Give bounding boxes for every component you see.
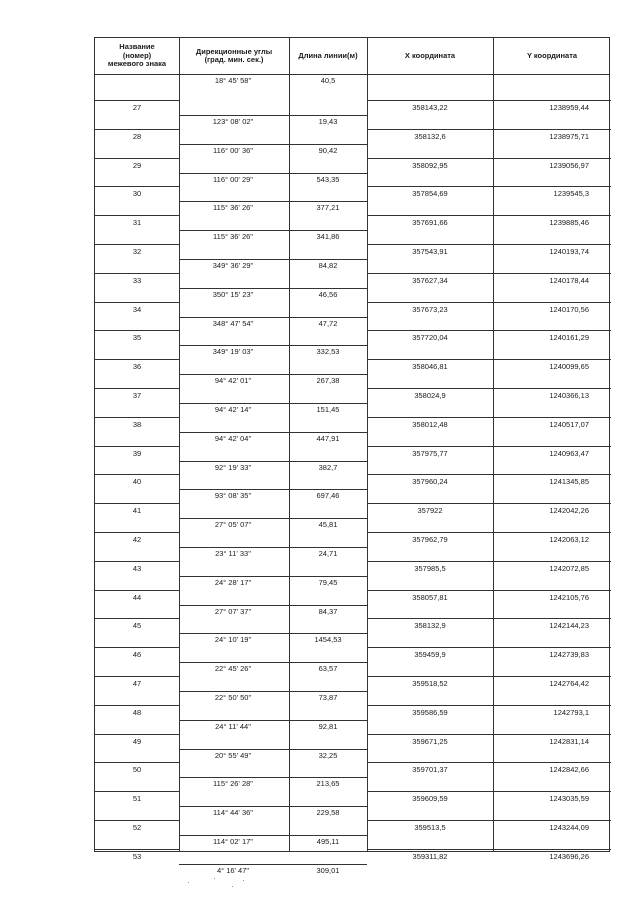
row-rule	[95, 388, 179, 389]
y-coordinate: 1242739,83	[549, 650, 589, 660]
row-rule	[367, 791, 611, 792]
point-number: 33	[132, 275, 142, 285]
x-coordinate: 357673,23	[412, 304, 448, 314]
row-rule	[367, 503, 611, 504]
x-coordinate: 359609,59	[412, 794, 448, 804]
row-rule	[95, 590, 179, 591]
y-coordinate: 1242831,14	[549, 736, 589, 746]
line-length: 90,42	[318, 145, 338, 155]
y-coordinate: 1239885,46	[549, 218, 589, 228]
row-rule	[95, 791, 179, 792]
point-number: 51	[132, 794, 142, 804]
table-row	[95, 722, 609, 760]
row-rule	[367, 705, 611, 706]
point-number: 37	[132, 391, 142, 400]
x-coordinate: 359586,59	[412, 707, 448, 717]
row-rule	[367, 330, 611, 331]
table-row	[95, 376, 609, 414]
line-length: 47,72	[318, 318, 338, 328]
row-rule	[367, 762, 611, 763]
direction-angle: 27° 05' 07"	[214, 520, 252, 530]
table-row	[95, 261, 609, 299]
row-rule	[367, 244, 611, 245]
row-rule	[367, 618, 611, 619]
table-header	[95, 38, 609, 75]
y-coordinate: 1240963,47	[549, 448, 589, 458]
row-rule	[179, 864, 367, 865]
direction-angle: 23° 11' 33"	[215, 549, 251, 558]
row-rule	[95, 474, 179, 475]
row-rule	[95, 129, 179, 130]
direction-angle: 22° 45' 26"	[214, 664, 252, 674]
row-rule	[95, 215, 179, 216]
row-rule	[367, 590, 611, 591]
direction-angle: 92° 19' 33"	[214, 462, 252, 472]
line-length: 32,25	[318, 750, 338, 760]
y-coordinate: 1241345,85	[549, 477, 589, 487]
point-number: 42	[132, 535, 142, 544]
table-row	[95, 318, 609, 357]
direction-angle: 115° 36' 26"	[213, 232, 253, 242]
x-coordinate: 357627,34	[412, 275, 448, 285]
line-length: 309,01	[316, 865, 340, 875]
header-y: Y координата	[526, 50, 578, 60]
x-coordinate: 357985,5	[414, 563, 446, 573]
table-row	[95, 88, 609, 126]
line-length: 92,81	[318, 721, 338, 731]
point-number: 49	[132, 736, 142, 746]
point-number: 45	[132, 621, 142, 631]
row-rule	[95, 158, 179, 159]
table-row	[95, 232, 609, 270]
table-row	[95, 635, 609, 674]
header-point-name-line1: Название	[119, 42, 155, 52]
row-rule	[367, 532, 611, 533]
y-coordinate: 1242063,12	[549, 535, 589, 544]
direction-angle: 24° 28' 17"	[214, 577, 252, 587]
line-length: 267,38	[316, 376, 340, 386]
x-coordinate: 357960,24	[412, 477, 448, 487]
row-rule	[367, 158, 611, 159]
line-length: 213,65	[316, 779, 340, 789]
y-coordinate: 1242072,85	[549, 563, 589, 573]
header-angles-line1: Дирекционные углы	[195, 46, 273, 56]
y-coordinate: 1239545,3	[553, 189, 589, 199]
table-row	[95, 808, 609, 846]
y-coordinate: 1243244,09	[549, 823, 589, 832]
row-rule	[95, 762, 179, 763]
point-number: 29	[132, 160, 142, 170]
x-coordinate: 358132,9	[414, 621, 446, 631]
table-row	[95, 146, 609, 184]
direction-angle: 27° 07' 37"	[214, 606, 252, 616]
direction-angle: 350° 15' 23"	[212, 289, 254, 299]
x-coordinate: 359513,5	[414, 823, 446, 832]
point-number: 39	[132, 448, 142, 458]
direction-angle: 93° 08' 35"	[214, 491, 252, 501]
row-rule	[95, 302, 179, 303]
y-coordinate: 1239056,97	[549, 160, 589, 170]
row-rule	[367, 302, 611, 303]
y-coordinate: 1242764,42	[549, 679, 589, 688]
header-x: X координата	[404, 50, 456, 60]
point-number: 38	[132, 419, 142, 429]
direction-angle: 116° 00' 29"	[213, 174, 253, 184]
x-coordinate: 359671,25	[412, 736, 448, 746]
y-coordinate: 1240193,74	[549, 247, 589, 256]
first-segment-angle: 18° 45' 58"	[214, 76, 252, 85]
x-coordinate: 357854,69	[412, 189, 448, 199]
line-length: 45,81	[318, 520, 338, 530]
x-coordinate: 359459,9	[414, 650, 446, 660]
line-length: 79,45	[318, 577, 338, 587]
row-rule	[367, 129, 611, 130]
point-number: 50	[132, 765, 142, 775]
direction-angle: 22° 50' 50"	[214, 693, 252, 702]
y-coordinate: 1243035,59	[549, 794, 589, 804]
direction-angle: 94° 42' 04"	[214, 433, 252, 443]
row-rule	[95, 244, 179, 245]
x-coordinate: 359701,37	[412, 765, 448, 775]
y-coordinate: 1242793,1	[553, 707, 589, 717]
line-length: 19,43	[318, 117, 338, 126]
line-length: 495,11	[316, 837, 340, 846]
line-length: 377,21	[316, 203, 340, 213]
table-row	[95, 549, 609, 587]
row-rule	[95, 186, 179, 187]
row-rule	[95, 734, 179, 735]
table-row	[95, 779, 609, 818]
x-coordinate: 358057,81	[412, 592, 448, 602]
row-rule	[367, 849, 611, 850]
line-length: 332,53	[316, 347, 340, 357]
x-coordinate: 357922	[417, 506, 443, 516]
point-number: 27	[132, 103, 142, 112]
row-rule	[95, 417, 179, 418]
row-rule	[95, 561, 179, 562]
x-coordinate: 358132,6	[414, 131, 446, 141]
row-rule	[95, 359, 179, 360]
row-rule	[95, 820, 179, 821]
row-rule	[95, 503, 179, 504]
direction-angle: 349° 36' 29"	[212, 261, 254, 270]
y-coordinate: 1242042,26	[549, 506, 589, 516]
header-angles-line2: (град. мин. сек.)	[204, 55, 264, 64]
table-row	[95, 290, 609, 328]
row-rule	[367, 417, 611, 418]
row-rule	[367, 215, 611, 216]
line-length: 447,91	[316, 433, 340, 443]
x-coordinate: 357691,66	[412, 218, 448, 228]
table-row	[95, 434, 609, 472]
x-coordinate: 359311,82	[412, 851, 448, 861]
row-rule	[367, 388, 611, 389]
row-rule	[367, 273, 611, 274]
line-length: 24,71	[318, 549, 338, 558]
x-coordinate: 358092,95	[412, 160, 448, 170]
direction-angle: 94° 42' 01"	[214, 376, 252, 386]
point-number: 28	[132, 131, 142, 141]
header-point-name-line2: (номер)	[122, 50, 152, 60]
point-number: 31	[132, 218, 142, 228]
point-number: 36	[132, 362, 142, 372]
table-row	[95, 606, 609, 645]
row-rule	[95, 849, 179, 850]
direction-angle: 4° 16' 47"	[216, 865, 250, 875]
scan-speck	[188, 882, 189, 883]
y-coordinate: 1240170,56	[549, 304, 589, 314]
point-number: 44	[132, 592, 142, 602]
row-rule	[367, 100, 611, 101]
y-coordinate: 1242144,23	[549, 621, 589, 631]
point-number: 41	[132, 506, 142, 516]
line-length: 151,45	[316, 405, 340, 414]
point-number: 48	[132, 707, 142, 717]
y-coordinate: 1238975,71	[549, 131, 589, 141]
scan-speck	[214, 878, 215, 879]
table-row	[95, 174, 609, 213]
direction-angle: 24° 10' 19"	[214, 635, 252, 645]
coordinates-table	[94, 37, 610, 875]
x-coordinate: 357975,77	[412, 448, 448, 458]
row-rule	[367, 561, 611, 562]
direction-angle: 123° 08' 02"	[212, 117, 254, 126]
row-rule	[95, 100, 179, 101]
scan-speck	[243, 880, 244, 881]
row-rule	[95, 273, 179, 274]
line-length: 382,7	[318, 462, 338, 472]
y-coordinate: 1242842,66	[549, 765, 589, 775]
line-length: 73,87	[318, 693, 338, 702]
table-row	[95, 750, 609, 789]
point-number: 35	[132, 333, 142, 343]
table-row	[95, 693, 609, 731]
row-rule	[367, 474, 611, 475]
line-length: 543,35	[316, 174, 340, 184]
point-number: 34	[132, 304, 142, 314]
row-rule	[95, 705, 179, 706]
row-rule	[95, 532, 179, 533]
y-coordinate: 1238959,44	[549, 103, 589, 112]
table-row	[95, 462, 609, 501]
table-row	[95, 117, 609, 155]
direction-angle: 24° 11' 44"	[215, 721, 251, 731]
x-coordinate: 359518,52	[412, 679, 448, 688]
row-rule	[367, 734, 611, 735]
row-rule	[367, 676, 611, 677]
header-point-name-line3: межевого знака	[107, 59, 167, 69]
table-row	[95, 837, 609, 875]
y-coordinate: 1240099,65	[549, 362, 589, 372]
x-coordinate: 358012,48	[412, 419, 448, 429]
direction-angle: 94° 42' 14"	[214, 405, 252, 414]
x-coordinate: 358046,81	[412, 362, 448, 372]
line-length: 63,57	[318, 664, 338, 674]
y-coordinate: 1243696,26	[549, 851, 589, 861]
y-coordinate: 1240178,44	[549, 275, 589, 285]
header-point-name	[95, 38, 179, 74]
line-length: 84,37	[318, 606, 338, 616]
row-rule	[367, 647, 611, 648]
row-rule	[367, 820, 611, 821]
line-length: 697,46	[316, 491, 340, 501]
row-rule	[95, 647, 179, 648]
direction-angle: 114° 44' 36"	[213, 808, 253, 818]
first-segment-length: 40,5	[320, 76, 336, 85]
direction-angle: 348° 47' 54"	[212, 318, 254, 328]
row-rule	[95, 446, 179, 447]
point-number: 47	[132, 679, 142, 688]
x-coordinate: 358024,9	[414, 391, 446, 400]
line-length: 46,56	[318, 289, 338, 299]
y-coordinate: 1240366,13	[549, 391, 589, 400]
line-length: 229,58	[316, 808, 340, 818]
table-row	[95, 578, 609, 616]
y-coordinate: 1240517,07	[549, 419, 589, 429]
point-number: 43	[132, 563, 142, 573]
row-rule	[367, 186, 611, 187]
table-row	[95, 520, 609, 558]
table-row	[95, 491, 609, 530]
direction-angle: 114° 02' 17"	[213, 837, 253, 846]
x-coordinate: 357720,04	[412, 333, 448, 343]
point-number: 30	[132, 189, 142, 199]
line-length: 341,86	[316, 232, 340, 242]
header-length: Длина линии(м)	[298, 50, 358, 60]
point-number: 32	[132, 247, 142, 256]
header-angles	[179, 38, 289, 74]
line-length: 1454,53	[314, 635, 342, 645]
table-row	[95, 347, 609, 386]
direction-angle: 20° 55' 49"	[214, 750, 252, 760]
row-rule	[95, 330, 179, 331]
row-rule	[95, 676, 179, 677]
line-length: 84,82	[318, 261, 338, 270]
x-coordinate: 358143,22	[412, 103, 448, 112]
y-coordinate: 1240161,29	[549, 333, 589, 343]
direction-angle: 116° 00' 36"	[213, 145, 253, 155]
table-row	[95, 203, 609, 242]
point-number: 46	[132, 650, 142, 660]
table-row	[95, 405, 609, 443]
row-rule	[367, 359, 611, 360]
row-rule	[367, 446, 611, 447]
x-coordinate: 357543,91	[412, 247, 448, 256]
point-number: 52	[132, 823, 142, 832]
table-row	[95, 664, 609, 702]
y-coordinate: 1242105,76	[549, 592, 589, 602]
direction-angle: 115° 26' 28"	[213, 779, 253, 789]
direction-angle: 349° 19' 03"	[212, 347, 254, 357]
direction-angle: 115° 36' 26"	[213, 203, 253, 213]
point-number: 40	[132, 477, 142, 487]
x-coordinate: 357962,79	[412, 535, 448, 544]
scan-speck	[232, 886, 233, 887]
point-number: 53	[132, 851, 142, 861]
row-rule	[95, 618, 179, 619]
